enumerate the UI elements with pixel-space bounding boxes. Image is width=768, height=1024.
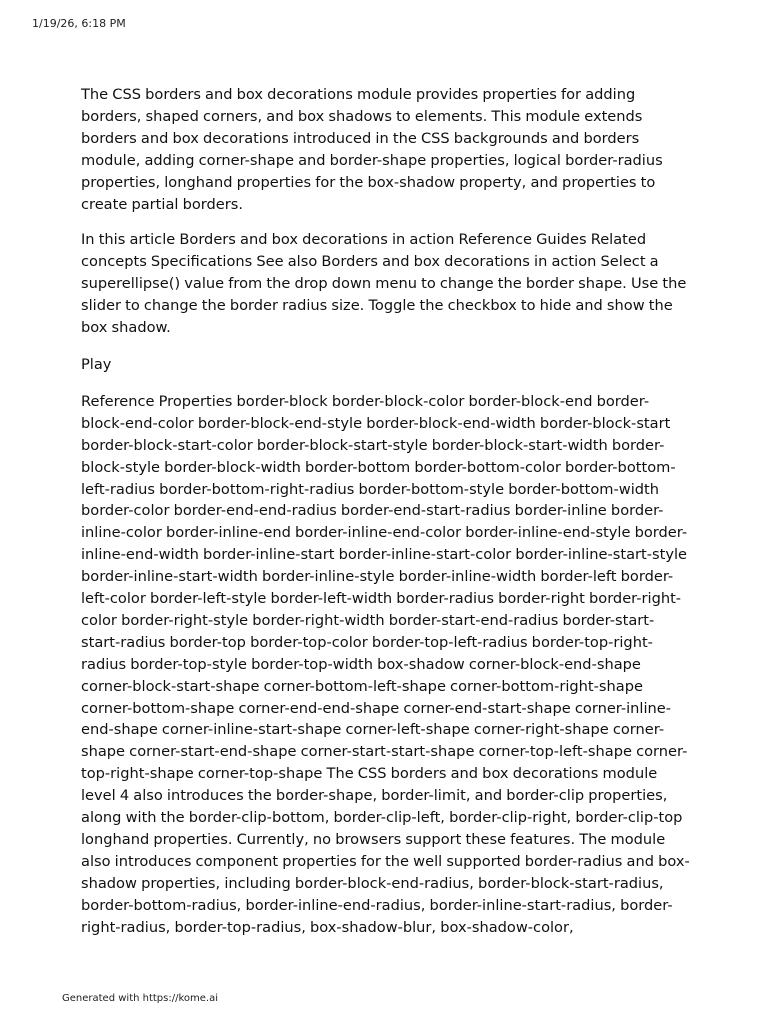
print-timestamp: 1/19/26, 6:18 PM (32, 17, 126, 30)
generated-footer: Generated with https://kome.ai (62, 993, 219, 1004)
reference-properties-paragraph: Reference Properties border-block border-block-color border-block-end border-block-end-color border-block-end-style border-block-end-width border-block-start border-block-start-color border-block-start-style border-block-start-width border-block-style border-block-width border-bottom border-bottom-color border-bottom-left-radius border-bottom-right-radius border-bottom-style border-bottom-width border-color border-end-end-radius border-end-start-radius border-inline border-inline-color border-inline-end border-inline-end-color border-inline-end-style border-inline-end-width border-inline-start border-inline-start-color border-inline-start-style border-inline-start-width border-inline-style border-inline-width border-left border-left-color border-left-style border-left-width border-radius border-right border-right-color border-right-style border-right-width border-start-end-radius border-start-start-radius border-top border-top-color border-top-left-radius border-top-right-radius border-top-style border-top-width box-shadow corner-block-end-shape corner-block-start-shape corner-bottom-left-shape corner-bottom-right-shape corner-bottom-shape corner-end-end-shape corner-end-start-shape corner-inline-end-shape corner-inline-start-shape corner-left-shape corner-right-shape corner-shape corner-start-end-shape corner-start-start-shape corner-top-left-shape corner-top-right-shape corner-top-shape The CSS borders and box decorations module level 4 also introduces the border-shape, border-limit, and border-clip properties, along with the border-clip-bottom, border-clip-left, border-clip-right, border-clip-top longhand properties. Currently, no browsers support these features. The module also introduces component properties for the well supported border-radius and box-shadow properties, including border-block-end-radius, border-block-start-radius, border-bottom-radius, border-inline-end-radius, border-inline-start-radius, border-right-radius, border-top-radius, box-shadow-blur, box-shadow-color, (81, 392, 690, 936)
article-body (81, 84, 691, 939)
intro-paragraph: The CSS borders and box decorations module provides properties for adding borders, shaped corners, and box shadows to elements. This module extends borders and box decorations introduced in the CSS backgrounds and borders module, adding corner-shape and border-shape properties, logical border-radius properties, longhand properties for the box-shadow property, and properties to create partial borders. (81, 86, 663, 213)
play-label: Play (81, 355, 112, 373)
in-this-article-paragraph: In this article Borders and box decorations in action Reference Guides Related concepts Specifications See also Borders and box decorations in action Select a superellipse() value from the drop down menu to change the border shape. Use the slider to change the border radius size. Toggle the checkbox to hide and show the box shadow. (81, 231, 687, 337)
